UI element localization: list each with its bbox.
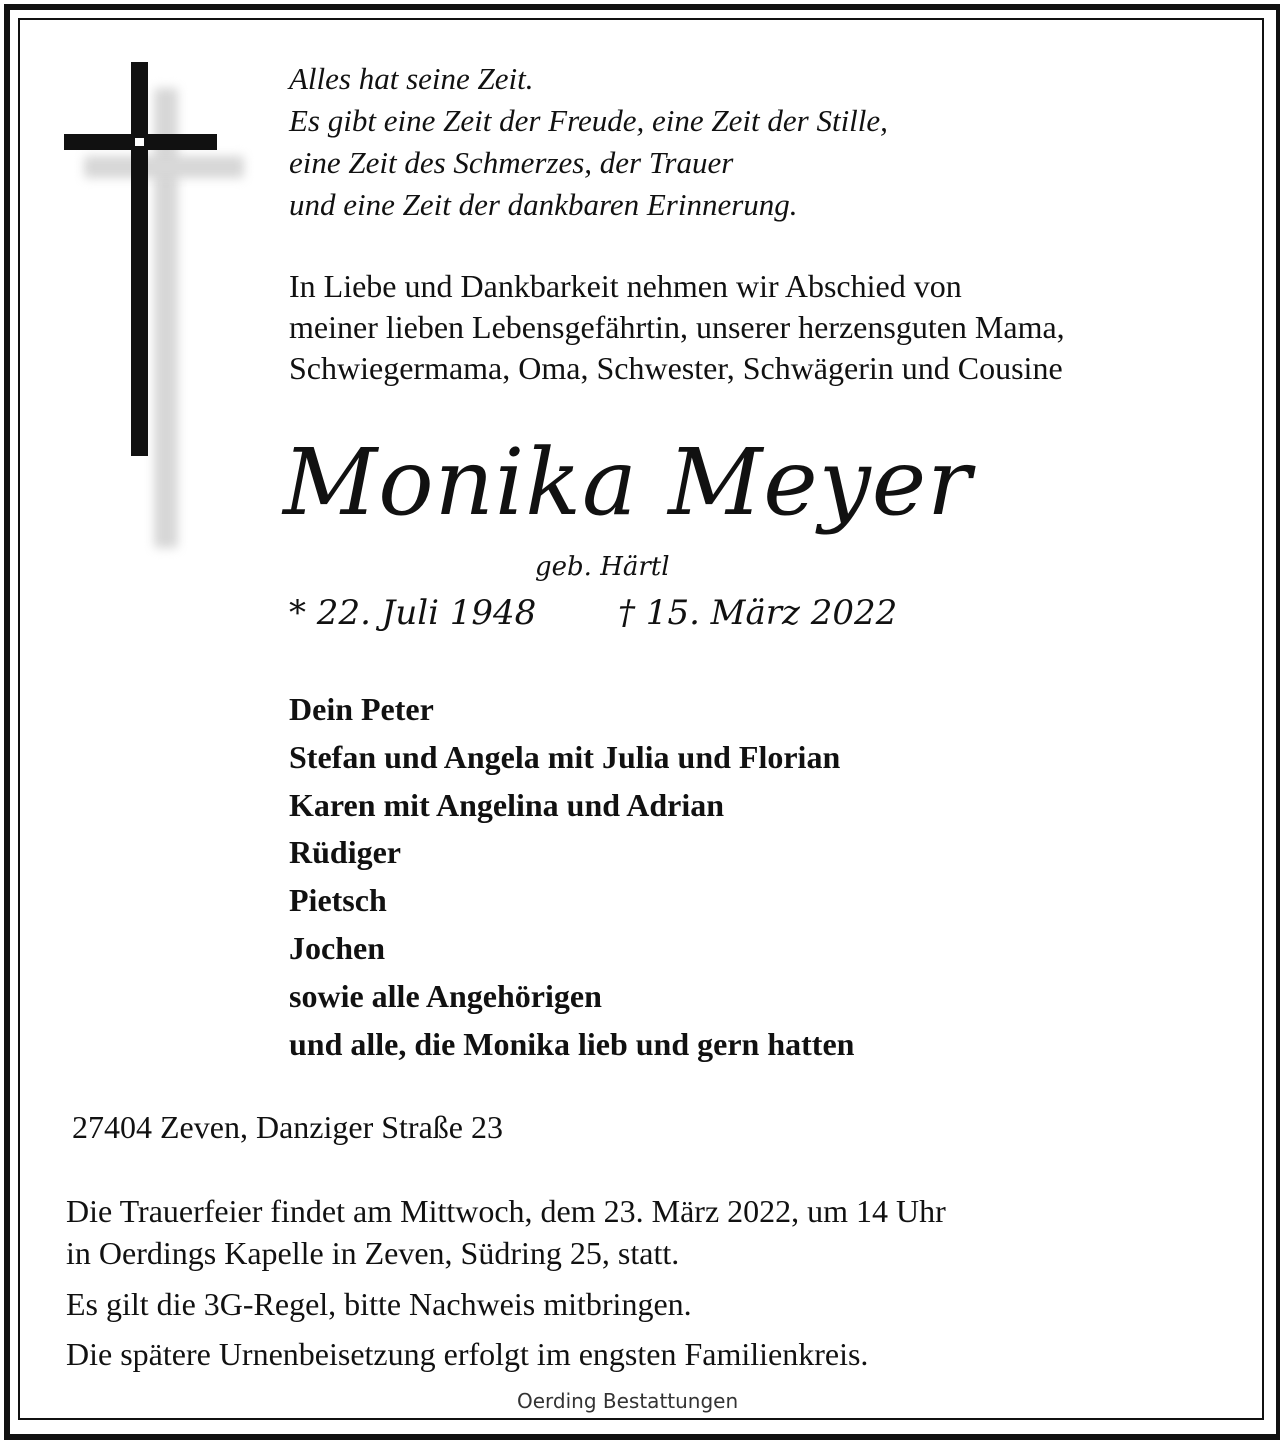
mourner-line: Pietsch	[289, 882, 387, 919]
cross-icon	[62, 60, 252, 500]
service-info-line: Die Trauerfeier findet am Mittwoch, dem 23. März 2022, um 14 Uhr	[66, 1193, 946, 1229]
birth-date: * 22. Juli 1948	[289, 593, 537, 633]
farewell-intro	[289, 266, 1065, 389]
birth-surname: geb. Härtl	[535, 552, 670, 582]
deceased-name: Monika Meyer	[283, 429, 973, 536]
family-address: 27404 Zeven, Danziger Straße 23	[72, 1109, 503, 1145]
mourner-line: Jochen	[289, 929, 385, 966]
intro-line: In Liebe und Dankbarkeit nehmen wir Abschied von	[289, 268, 962, 304]
quote-line: Alles hat seine Zeit.	[289, 61, 534, 96]
covid-rule-line: Es gilt die 3G-Regel, bitte Nachweis mitbringen.	[66, 1286, 692, 1322]
memorial-quote	[289, 58, 888, 226]
mourner-line: und alle, die Monika lieb und gern hatten	[289, 1025, 855, 1062]
cross-shadow-horizontal	[84, 156, 244, 178]
death-date: † 15. März 2022	[618, 593, 898, 633]
quote-line: Es gibt eine Zeit der Freude, eine Zeit der Stille,	[289, 103, 888, 138]
quote-line: eine Zeit des Schmerzes, der Trauer	[289, 145, 734, 180]
mourner-line: Karen mit Angelina und Adrian	[289, 786, 725, 823]
mourner-line: Stefan und Angela mit Julia und Florian	[289, 738, 841, 775]
mourner-line: Dein Peter	[289, 691, 434, 727]
mourner-line: sowie alle Angehörigen	[289, 977, 602, 1014]
cross-vertical-beam	[131, 62, 148, 456]
cross-center-highlight	[135, 138, 144, 146]
mourners-list	[289, 686, 854, 1068]
undertaker-credit: Oerding Bestattungen	[517, 1389, 739, 1413]
intro-line: meiner lieben Lebensgefährtin, unserer herzensguten Mama,	[289, 309, 1065, 345]
mourner-line: Rüdiger	[289, 834, 401, 871]
urn-burial-line: Die spätere Urnenbeisetzung erfolgt im engsten Familienkreis.	[66, 1336, 869, 1372]
intro-line: Schwiegermama, Oma, Schwester, Schwägerin und Cousine	[289, 350, 1063, 386]
quote-line: und eine Zeit der dankbaren Erinnerung.	[289, 187, 798, 222]
service-location-line: in Oerdings Kapelle in Zeven, Südring 25, statt.	[66, 1235, 680, 1271]
